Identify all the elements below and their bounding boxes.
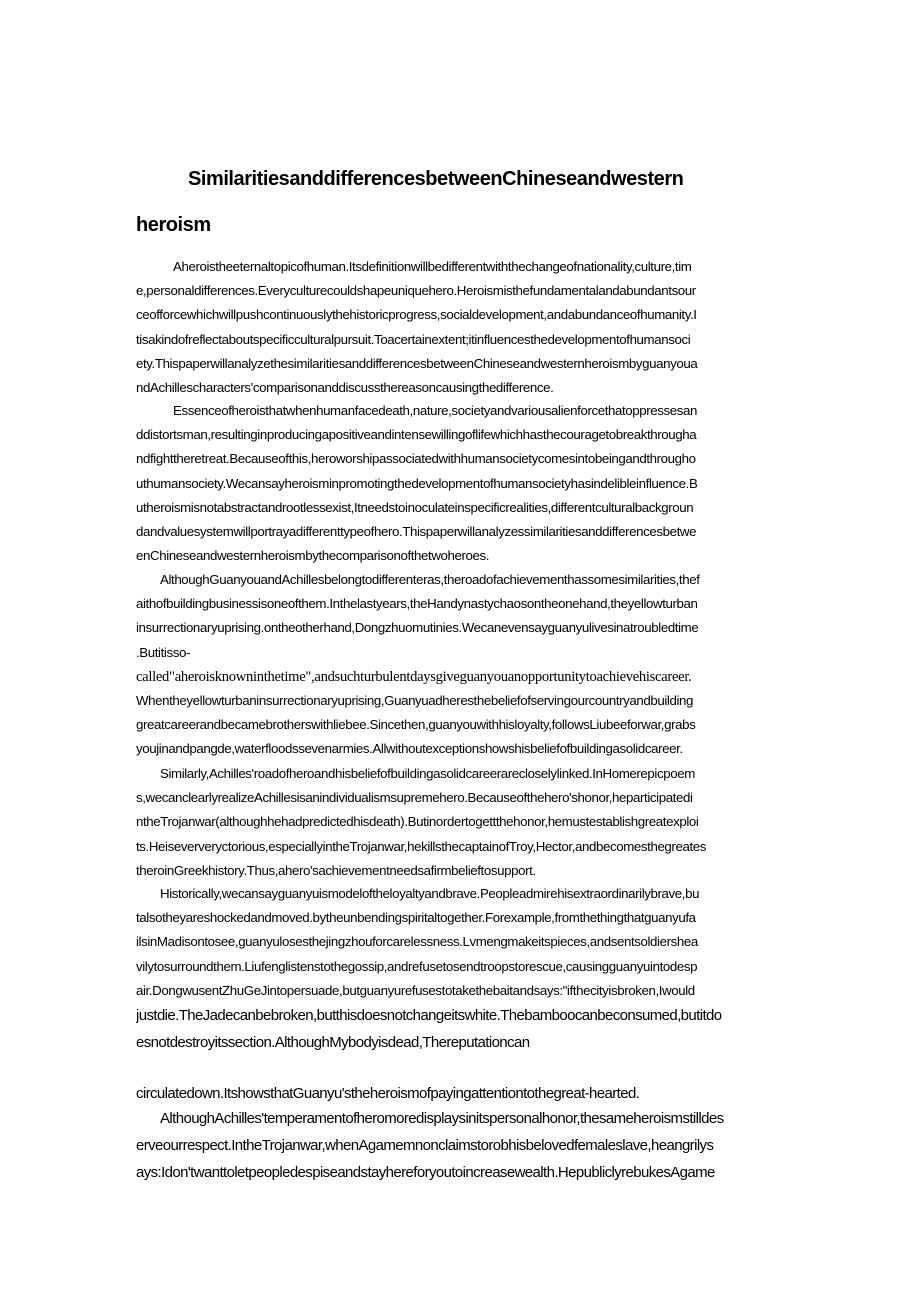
paragraph-quote [136, 1002, 788, 1056]
text-line: erveourrespect.IntheTrojanwar,whenAgamemnonclaimstorobhisbelovedfemaleslave,heangrilys [136, 1137, 714, 1154]
text-line: vilytosurroundthem.Liufenglistenstothegossip,andrefusetosendtroopstorescue,causingguanyuintodesp [136, 958, 698, 974]
text-line: e,personaldifferences.Everyculturecouldshapeuniquehero.Heroismisthefundamentalandabundantsour [136, 283, 696, 299]
text-line: s,wecanclearlyrealizeAchillesisanindividualismsupremehero.Becauseofthehero'shonor,heparticipatedi [136, 790, 693, 806]
text-line: Essenceofheroisthatwhenhumanfacedeath,nature,societyandvariousalienforcethatoppressesan [173, 403, 698, 418]
text-line: theroinGreekhistory.Thus,ahero'sachievementneedsafirmbelieftosupport. [136, 862, 536, 878]
text-line: tisakindofreflectaboutspecificculturalpursuit.Toacertainextent;itinfluencesthedevelopmentofhumansoci [136, 331, 691, 347]
paragraph-achilles-road [136, 762, 788, 883]
text-line: Historically,wecansayguanyuismodeloftheloyaltyandbrave.Peopleadmirehisextraordinarilybrave,bu [160, 886, 700, 901]
text-line: ndfighttheretreat.Becauseofthis,heroworshipassociatedwithhumansocietycomesintobeingandthrougho [136, 451, 696, 467]
text-line: called"aheroisknowninthetime",andsuchturbulentdaysgiveguanyouanopportunitytoachievehiscareer. [136, 668, 692, 685]
text-line: ndAchillescharacters'comparisonanddiscussthereasoncausingthedifference. [136, 379, 554, 395]
text-line: enChineseandwesternheroismbythecomparisonofthetwoheroes. [136, 548, 490, 564]
text-line: .Butitisso- [136, 644, 190, 660]
paragraph-historically [136, 882, 788, 1003]
text-line: ts.Heiseververyctorious,especiallyintheTrojanwar,hekillsthecaptainofTroy,Hector,andbecomesthegreates [136, 838, 706, 854]
text-line: justdie.TheJadecanbebroken,butthisdoesnotchangeitswhite.Thebamboocanbeconsumed,butitdo [136, 1007, 722, 1024]
text-line: circulatedown.ItshowsthatGuanyu'stheheroismofpayingattentiontothegreat-hearted. [136, 1085, 640, 1102]
text-line: dandvaluesystemwillportrayadifferenttypeofhero.Thispaperwillanalyzessimilaritiesanddifferencesbetwe [136, 523, 697, 539]
text-line: ays:Idon'twanttoletpeopledespiseandstayhereforyoutoincreasewealth.HepubliclyrebukesAgame [136, 1164, 715, 1181]
text-line: air.DongwusentZhuGeJintopersuade,butguanyurefusestotakethebaitandsays:"ifthecityisbroken,Iwould [136, 982, 695, 998]
document-title-line-1: SimilaritiesanddifferencesbetweenChineseandwestern [188, 168, 684, 190]
text-line: talsotheyareshockedandmoved.bytheunbendingspiritaltogether.Forexample,fromthethingthatguanyufa [136, 910, 696, 926]
text-line: AlthoughAchilles'temperamentofheromoredisplaysinitspersonalhonor,thesameheroismstilldes [160, 1110, 724, 1127]
text-line: aithofbuildingbusinessisoneofthem.Inthelastyears,theHandynastychaosontheonehand,theyellowturban [136, 596, 698, 612]
paragraph-intro [136, 255, 788, 400]
text-line: ceofforcewhichwillpushcontinuouslythehistoricprogress,socialdevelopment,andabundanceofhumanity.I [136, 307, 697, 323]
text-line: Whentheyellowturbaninsurrectionaryuprising,Guanyuadheresthebeliefofservingourcountryandbuilding [136, 692, 694, 708]
paragraph-achilles-temperament [136, 1105, 788, 1186]
text-line: Similarly,Achilles'roadofheroandhisbeliefofbuildingasolidcareerarecloselylinked.InHomerepicpoem [160, 766, 695, 781]
text-line: AlthoughGuanyouandAchillesbelongtodifferenteras,theroadofachievementhassomesimilarities,thef [160, 572, 700, 587]
text-line: youjinandpangde,waterfloodssevenarmies.Allwithoutexceptionshowshisbeliefofbuildingasolidcareer. [136, 741, 683, 757]
paragraph-circulate [136, 1080, 788, 1107]
paragraph-guanyu-achilles [136, 568, 788, 762]
text-line: ilsinMadisontosee,guanyulosesthejingzhouforcarelessness.Lvmengmakeitspieces,andsentsoldiershea [136, 934, 698, 950]
paragraph-essence [136, 399, 788, 568]
text-line: insurrectionaryuprising.ontheotherhand,Dongzhuomutinies.Wecanevensayguanyulivesinatroubledtime [136, 620, 699, 636]
text-line: uthumansociety.Wecansayheroisminpromotingthedevelopmentofhumansocietyhasindelibleinfluence.B [136, 475, 698, 491]
text-line: ddistortsman,resultinginproducingapositiveandintensewillingoflifewhichhasthecouragetobreakthrougha [136, 427, 697, 443]
text-line: ntheTrojanwar(althoughhehadpredictedhisdeath).Butinordertogettthehonor,hemustestablishgreatexploi [136, 814, 699, 830]
text-line: utheroismisnotabstractandrootlessexist,Itneedstoinoculateinspecificrealities,differentculturalbackgroun [136, 499, 694, 515]
text-line: ety.ThispaperwillanalyzethesimilaritiesanddifferencesbetweenChineseandwesternheroismbyguanyoua [136, 355, 698, 371]
text-line: esnotdestroyitssection.AlthoughMybodyisdead,Thereputationcan [136, 1034, 530, 1051]
text-line: Aheroistheeternaltopicofhuman.Itsdefinitionwillbedifferentwiththechangeofnationality,culture,tim [173, 259, 692, 274]
document-title-line-2: heroism [136, 214, 211, 236]
text-line: greatcareerandbecamebrotherswithliebee.Sincethen,guanyouwithhisloyalty,followsLiubeeforwar,grabs [136, 717, 696, 733]
